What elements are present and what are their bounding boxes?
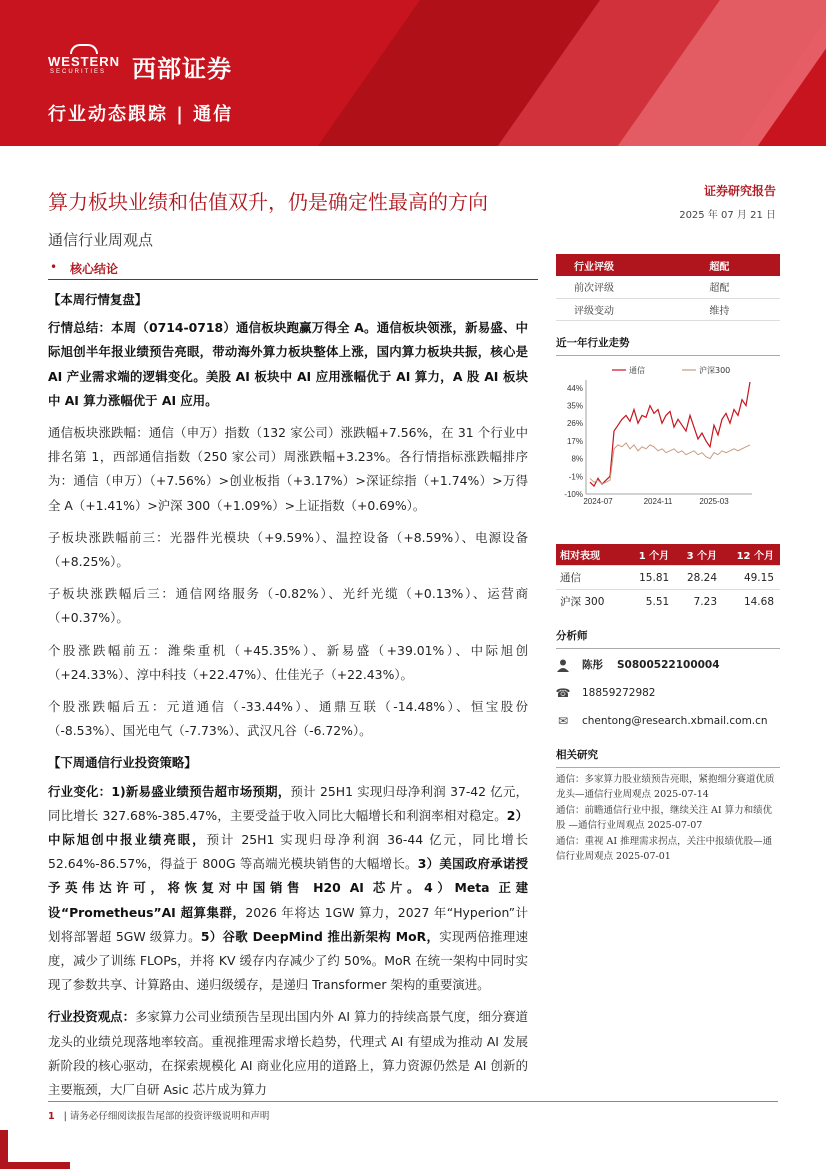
related-title: 相关研究 [556, 747, 780, 768]
table-header-cell: 超配 [691, 254, 780, 276]
change-paragraph [48, 780, 528, 998]
analyst-phone-row [556, 681, 780, 705]
bold-text: 5）谷歌 DeepMind 推出新架构 MoR， [200, 928, 440, 944]
sub-title: 通信行业周观点 [48, 231, 154, 249]
view-label: 行业投资观点： [48, 1009, 136, 1025]
phone-icon: ☎ [555, 685, 571, 700]
table-header-cell: 行业评级 [556, 254, 691, 276]
section-heading: 【本周行情复盘】 [48, 292, 148, 307]
table-header-cell: 3 个月 [675, 544, 723, 566]
section-label: 核心结论 [70, 262, 119, 276]
trend-chart [556, 362, 780, 512]
summary-label: 行情总结： [48, 320, 112, 336]
x-tick-label: 2025-03 [699, 496, 729, 506]
text: 预计 25H1 实现归母净利润 36-44 亿元，同比增长 52.64%-86.57%，得益于 800G 等高端光模块销售的大幅增长。 [48, 832, 528, 872]
series-line-0 [590, 382, 750, 486]
related-item[interactable]: 通信：前瞻通信行业中报，继续关注 AI 算力和绩优股 —通信行业周观点 2025-07-07 [556, 804, 773, 831]
table-cell: 49.15 [723, 566, 780, 590]
view-paragraph [48, 1005, 528, 1102]
footer-note: 请务必仔细阅读报告尾部的投资评级说明和声明 [69, 1111, 270, 1122]
bold-text: 1)新易盛业绩预告超市场预期， [111, 783, 291, 799]
related-item[interactable]: 通信：多家算力股业绩预告亮眼，紧抱细分赛道优质龙头—通信行业周观点 2025-07-14 [556, 773, 775, 800]
summary-text: 本周（0714-0718）通信板块跑赢万得全 A。通信板块领涨，新易盛、中际旭创半年报业绩预告亮眼，带动海外算力板块整体上涨，国内算力板块共振，核心是 AI 产业需求端的逻辑变化。美股 AI 板块中 AI 应用涨幅优于 AI 算力，A 股 AI 板块中 AI 算力涨幅优于 AI 应用。 [48, 320, 528, 408]
logo-horn-icon [70, 44, 98, 54]
summary-paragraph [48, 316, 528, 413]
x-tick-label: 2024-11 [643, 496, 673, 506]
paragraph: 个股涨跌幅后五：元道通信（-33.44%）、通鼎互联（-14.48%）、恒宝股份（-8.53%）、国光电气（-7.73%）、武汉凡谷（-6.72%）。 [48, 699, 528, 739]
main-title: 算力板块业绩和估值双升，仍是确定性最高的方向 [48, 190, 488, 214]
text: 多家算力公司业绩预告呈现出国内外 AI 算力的持续高景气度，细分赛道龙头的业绩兑现落地率较高。重视推理需求增长趋势，代理式 AI 有望成为推动 AI 发展新阶段的核心驱动，在探索规模化 AI 商业化应用的道路上，算力资源仍然是 AI 创新的主要瓶颈，大厂自研 Asic 芯片成为算力 [48, 1009, 529, 1098]
series-line-1 [590, 442, 750, 483]
related-list [556, 772, 780, 865]
table-cell: 超配 [691, 276, 780, 298]
section-heading: 【下周通信行业投资策略】 [48, 755, 197, 771]
text: 预计 25H1 实现归母净利润 37-42 亿元，同比增长 327.68%-385.47%，主要受益于收入同比大幅增长和利润率相对稳定。 [48, 783, 528, 823]
analyst-phone: 18859272982 [582, 686, 656, 699]
table-header [556, 254, 780, 276]
section-header [48, 256, 538, 280]
y-tick-label: 35% [566, 401, 583, 411]
banner-title: 行业动态跟踪 | 通信 [48, 104, 234, 125]
paragraph: 个股涨跌幅前五：潍柴重机（+45.35%）、新易盛（+39.01%）、中际旭创（+24.33%）、淳中科技（+22.47%）、仕佳光子（+22.43%）。 [48, 642, 528, 682]
y-tick-label: 17% [566, 436, 583, 446]
analyst-email[interactable]: chentong@research.xbmail.com.cn [582, 714, 768, 727]
text: 2026 年将达 1GW 算力，2027 年“Hyperion”计划将部署超 5GW 级算力。 [48, 904, 528, 944]
table-header-cell: 12 个月 [723, 544, 780, 566]
legend-label: 通信 [629, 365, 645, 375]
y-tick-label: -10% [564, 489, 583, 499]
table-cell: 前次评级 [556, 276, 691, 298]
analyst-cert: S0800522100004 [617, 658, 720, 671]
x-tick-label: 2024-07 [583, 496, 613, 506]
table-row [556, 590, 780, 614]
analyst-email-row [556, 709, 780, 733]
analyst-name-row [556, 653, 780, 677]
y-tick-label: 26% [566, 418, 583, 428]
corner-decoration [0, 1162, 70, 1169]
person-icon [556, 658, 570, 672]
footer [48, 1108, 269, 1122]
analyst-title: 分析师 [556, 628, 780, 649]
y-tick-label: 8% [571, 454, 583, 464]
page-number: 1 [48, 1111, 55, 1122]
analyst-name: 陈彤 [582, 659, 603, 671]
bold-text: 3）美国政府承诺授予英伟达许可，将恢复对中国销售 H20 AI 芯片。4）Meta 正建设“Prometheus”AI 超算集群， [48, 856, 528, 920]
header-banner [0, 0, 826, 146]
email-icon: ✉ [557, 713, 569, 728]
table-row [556, 276, 780, 298]
rating-table [556, 254, 780, 321]
paragraph: 通信板块涨跌幅：通信（申万）指数（132 家公司）涨跌幅+7.56%，在 31 个行业中排名第 1，西部通信指数（250 家公司）周涨跌幅+3.23%。各行情指标涨跌幅排序为：通信（申万）（+7.56%）>创业板指（+3.17%）>深证综指（+1.74%）>万得全 A（+1.41%）>沪深 300（+1.09%）>上证指数（+0.69%）。 [48, 425, 528, 513]
table-row [556, 298, 780, 320]
sidebar [556, 254, 780, 865]
table-cell: 14.68 [723, 590, 780, 614]
paragraph: 子板块涨跌幅前三：光器件光模块（+9.59%）、温控设备（+8.59%）、电源设备（+8.25%）。 [48, 529, 528, 570]
paragraph: 子板块涨跌幅后三：通信网络服务（-0.82%）、光纤光缆（+0.13%）、运营商（+0.37%）。 [48, 586, 528, 626]
y-tick-label: -1% [568, 471, 583, 481]
footer-divider [48, 1101, 778, 1102]
table-header-cell: 1 个月 [627, 544, 675, 566]
table-cell: 评级变动 [556, 298, 691, 320]
table-row [556, 566, 780, 590]
main-content [48, 288, 528, 1110]
performance-table [556, 544, 780, 614]
text: 实现两倍推理速度，减少了训练 FLOPs，并将 KV 缓存内存减少了约 50%。MoR 在统一架构中同时实现了参数共享、计算路由、递归级缓存，是递归 Transformer 架构的重要演进。 [48, 928, 528, 993]
table-cell: 维持 [691, 298, 780, 320]
table-header-cell: 相对表现 [556, 544, 627, 566]
logo-subtitle: SECURITIES [50, 69, 107, 75]
footer-separator: | [63, 1111, 67, 1122]
change-label: 行业变化： [48, 783, 112, 799]
logo-chinese: 西部证券 [132, 55, 232, 83]
bullet-icon: • [50, 260, 58, 274]
table-cell: 5.51 [627, 590, 675, 614]
table-cell: 沪深 300 [556, 590, 627, 614]
logo-english: WESTERN [48, 54, 120, 69]
y-tick-label: 44% [566, 383, 583, 393]
trend-chart-svg [556, 362, 780, 512]
table-cell: 28.24 [675, 566, 723, 590]
related-item[interactable]: 通信：重视 AI 推理需求拐点，关注中报绩优股—通信行业周观点 2025-07-01 [556, 835, 773, 862]
table-cell: 15.81 [627, 566, 675, 590]
legend-label: 沪深300 [699, 365, 731, 375]
trend-title: 近一年行业走势 [556, 335, 780, 356]
bold-text: 2）中际旭创中报业绩亮眼， [48, 807, 529, 848]
report-type: 证券研究报告 [703, 184, 776, 198]
table-cell: 7.23 [675, 590, 723, 614]
report-date: 2025 年 07 月 21 日 [679, 210, 776, 221]
table-header [556, 544, 780, 566]
table-cell: 通信 [556, 566, 627, 590]
